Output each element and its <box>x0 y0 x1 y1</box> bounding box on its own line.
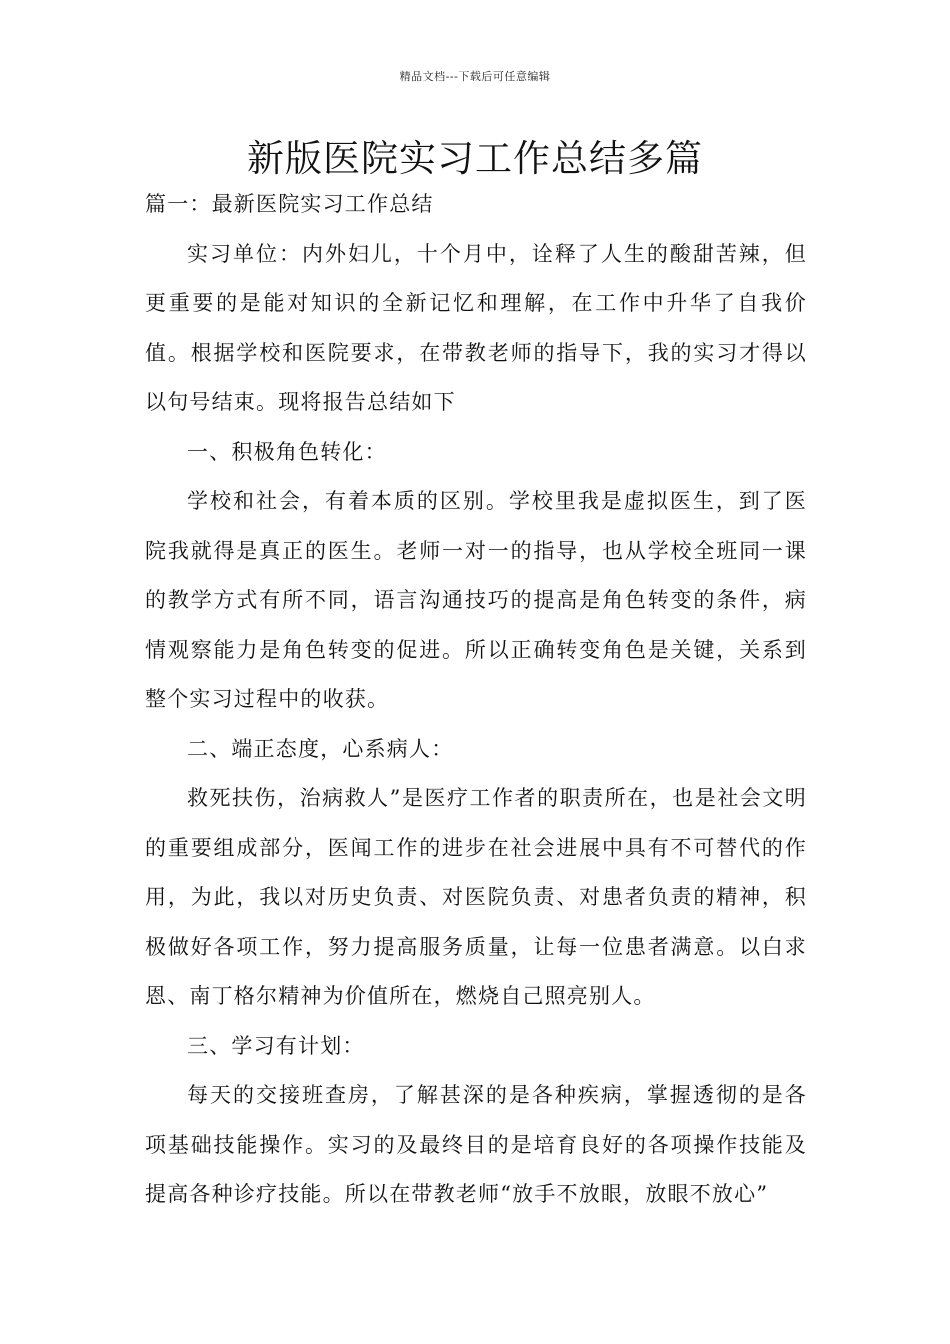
section-heading-1: 一、积极角色转化： <box>187 439 387 464</box>
paragraph-section-2: 救死扶伤，治病救人”是医疗工作者的职责所在，也是社会文明的重要组成部分，医闻工作的进步在社会进展中具有不可替代的作用，为此，我以对历史负责、对医院负责、对患者负责的精神，积极做好各项工作，努力提高服务质量，让每一位患者满意。以白求恩、南丁格尔精神为价值所在，燃烧自己照亮别人。 <box>145 786 807 1008</box>
document-title: 新版医院实习工作总结多篇 <box>247 137 703 180</box>
section-heading-3: 三、学习有计划： <box>187 1033 365 1058</box>
paragraph-intro: 实习单位：内外妇儿，十个月中，诠释了人生的酸甜苦辣，但更重要的是能对知识的全新记忆和理解，在工作中升华了自我价值。根据学校和医院要求，在带教老师的指导下，我的实习才得以以句号结束。现将报告总结如下 <box>145 241 807 414</box>
section-heading-2: 二、端正态度，心系病人： <box>187 736 454 761</box>
document-body <box>145 180 807 1220</box>
header-note: 精品文档---下载后可任意编辑 <box>399 70 551 83</box>
paragraph-section-3: 每天的交接班查房，了解甚深的是各种疾病，掌握透彻的是各项基础技能操作。实习的及最终目的是培育良好的各项操作技能及提高各种诊疗技能。所以在带教老师“放手不放眼，放眼不放心” <box>145 1083 807 1206</box>
paragraph-section-1: 学校和社会，有着本质的区别。学校里我是虚拟医生，到了医院我就得是真正的医生。老师一对一的指导，也从学校全班同一课的教学方式有所不同，语言沟通技巧的提高是角色转变的条件，病情观察能力是角色转变的促进。所以正确转变角色是关键，关系到整个实习过程中的收获。 <box>145 489 807 711</box>
chapter-heading: 篇一：最新医院实习工作总结 <box>145 192 434 216</box>
